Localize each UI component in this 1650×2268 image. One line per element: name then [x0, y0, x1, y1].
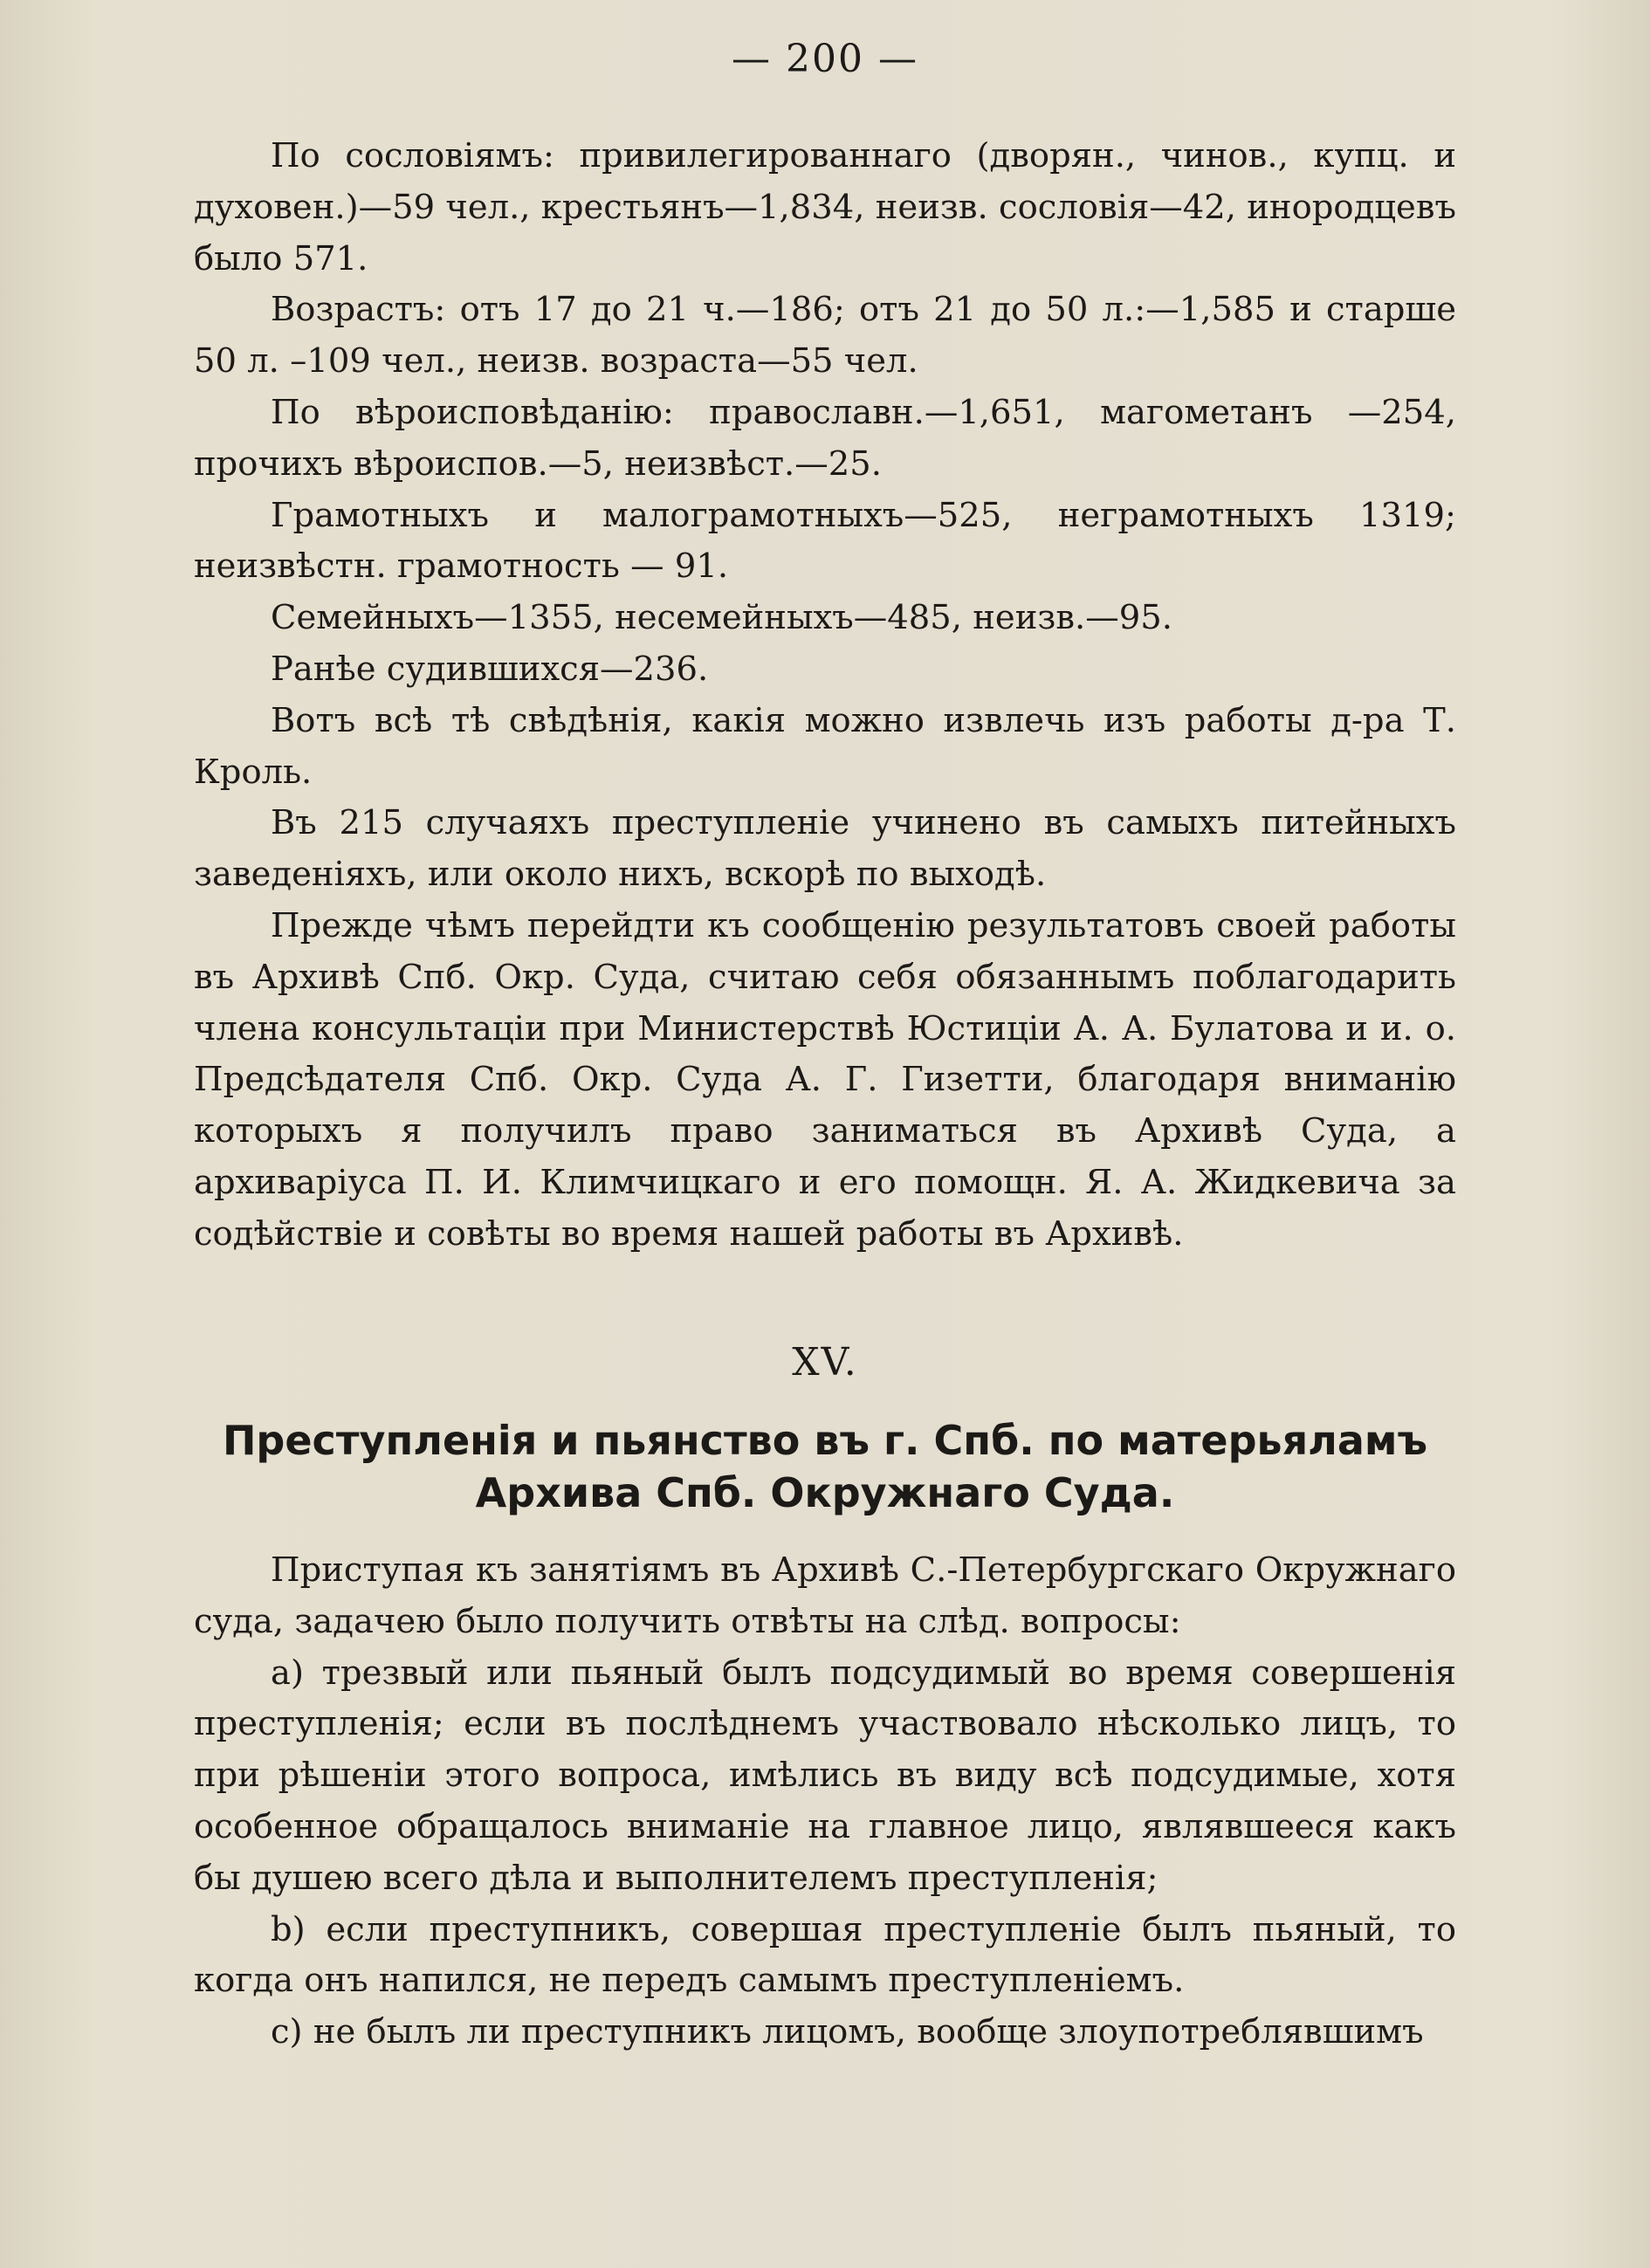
paragraph-age: Возрастъ: отъ 17 до 21 ч.—186; отъ 21 до 50 л.:—1,585 и старше 50 л. –109 чел., неизв. возраста—55 чел. — [194, 290, 1456, 381]
paragraph-intro: Приступая къ занятіямъ въ Архивѣ С.-Петербургскаго Окружнаго суда, задачею было получить отвѣты на слѣд. вопросы: — [194, 1550, 1456, 1641]
paragraph-literacy: Грамотныхъ и малограмотныхъ—525, неграмотныхъ 1319; неизвѣстн. грамотность — 91. — [194, 495, 1456, 587]
text-block-top — [194, 131, 1456, 1261]
section-heading-line-2: Архива Спб. Окружнаго Суда. — [475, 1469, 1175, 1516]
paragraph-family: Семейныхъ—1355, несемейныхъ—485, неизв.—95. — [271, 598, 1172, 638]
paragraph-estates: По сословіямъ: привилегированнаго (дворян., чинов., купц. и духовен.)—59 чел., крестьянъ—1,834, неизв. сословія—42, инородцевъ было 571. — [194, 136, 1456, 278]
section-number: XV. — [792, 1340, 858, 1385]
paragraph-summary: Вотъ всѣ тѣ свѣдѣнія, какія можно извлечь изъ работы д-ра Т. Кроль. — [194, 700, 1456, 792]
question-c: c) не былъ ли преступникъ лицомъ, вообще злоупотреблявшимъ — [271, 2012, 1424, 2052]
text-block-bottom — [194, 1545, 1456, 2058]
section-heading-line-1: Преступленія и пьянство въ г. Спб. по матерьяламъ — [222, 1417, 1428, 1464]
paragraph-acknowledgements: Прежде чѣмъ перейдти къ сообщенію результатовъ своей работы въ Архивѣ Спб. Окр. Суда, считаю себя обязаннымъ поблагодарить члена консультаціи при Министерствѣ Юстиціи А. А. Булатова и и. о. Предсѣдателя Спб. Окр. Суда А. Г. Гизетти, благодаря вниманію которыхъ я получилъ право заниматься въ Архивѣ Суда, а архиваріуса П. И. Климчицкаго и его помощн. Я. А. Жидкевича за содѣйствіе и совѣты во время нашей работы въ Архивѣ. — [194, 905, 1456, 1254]
paragraph-taverns: Въ 215 случаяхъ преступленіе учинено въ самыхъ питейныхъ заведеніяхъ, или около нихъ, вскорѣ по выходѣ. — [194, 803, 1456, 895]
page-number: — 200 — — [732, 37, 918, 81]
paragraph-prior-convictions: Ранѣе судившихся—236. — [271, 649, 709, 689]
section-heading — [194, 1414, 1456, 1519]
question-b: b) если преступникъ, совершая преступленіе былъ пьяный, то когда онъ напился, не передъ самымъ преступленіемъ. — [194, 1909, 1456, 2001]
question-a: a) трезвый или пьяный былъ подсудимый во время совершенія преступленія; если въ послѣднемъ участвовало нѣсколько лицъ, то при рѣшеніи этого вопроса, имѣлись въ виду всѣ подсудимые, хотя особенное обращалось вниманіе на главное лицо, являвшееся какъ бы душею всего дѣла и выполнителемъ преступленія; — [194, 1653, 1456, 1898]
paragraph-religion: По вѣроисповѣданію: православн.—1,651, магометанъ —254, прочихъ вѣроиспов.—5, неизвѣст.—25. — [194, 392, 1456, 484]
